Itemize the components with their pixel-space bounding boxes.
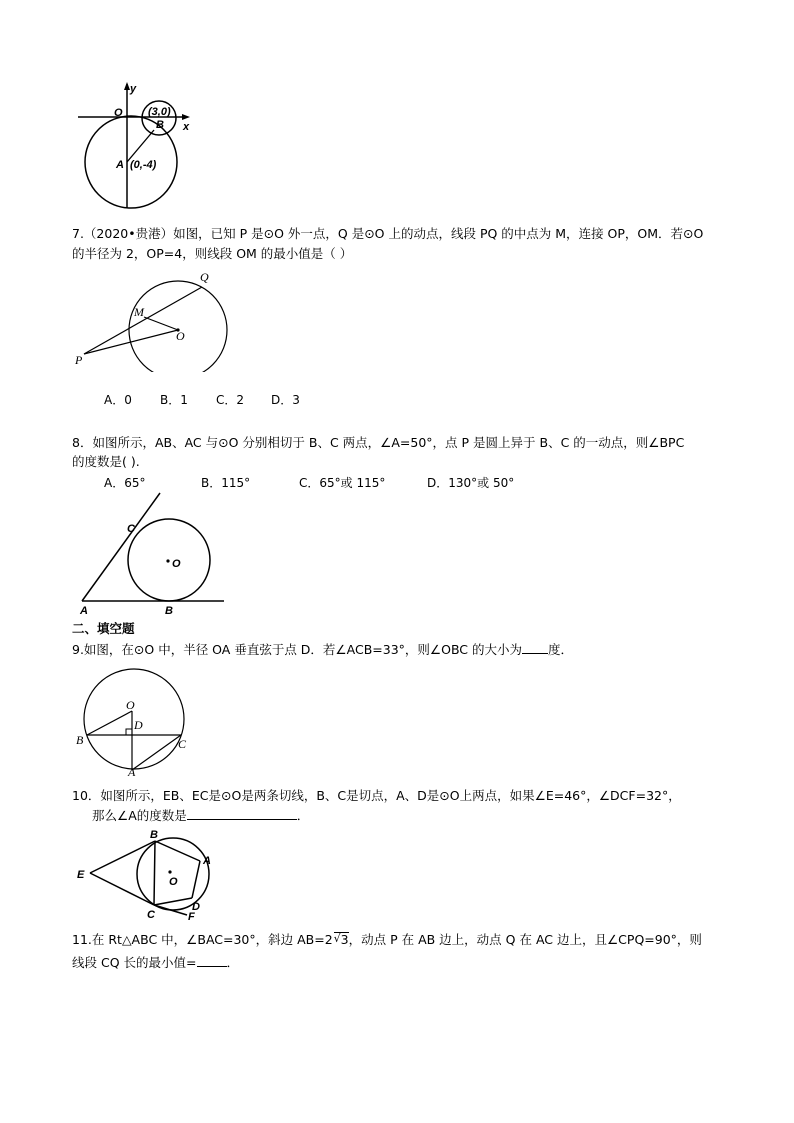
q9-label-O: O: [126, 698, 135, 712]
q10-label-A: A: [203, 855, 211, 867]
q11-answer-blank[interactable]: [197, 954, 227, 967]
q10-text-after: ．: [296, 808, 310, 823]
q6-figure: [72, 82, 202, 210]
q10-label-C: C: [147, 909, 155, 921]
q10-label-B: B: [150, 829, 158, 841]
q10-label-F: F: [188, 911, 195, 922]
fig6-label-B: B: [156, 119, 164, 131]
q7-option-d: D．3: [271, 393, 300, 407]
q9-label-B: B: [76, 733, 84, 747]
fig6-label-A-coord: (0,-4): [130, 159, 157, 171]
q7-line1: 7.（2020•贵港）如图，已知 P 是⊙O 外一点，Q 是⊙O 上的动点，线段 PQ 的中点为 M，连接 OP，OM．若⊙O: [72, 226, 704, 241]
q10-label-O: O: [169, 876, 178, 888]
q11-text-before: 11.在 Rt△ABC 中，∠BAC=30°，斜边 AB=2: [72, 932, 333, 947]
q8-label-B: B: [165, 605, 173, 616]
q9-label-C: C: [178, 737, 187, 751]
q8-label-A: A: [80, 605, 88, 616]
q11-line2-after: ．: [226, 955, 240, 970]
q8-option-c: C．65°或 115°: [299, 476, 386, 490]
q7-option-b: B．1: [160, 393, 188, 407]
fig6-label-origin: O: [114, 107, 123, 119]
q7-line2: 的半径为 2，OP=4，则线段 OM 的最小值是（ ）: [72, 246, 353, 261]
q8-line1: 8．如图所示，AB、AC 与⊙O 分别相切于 B、C 两点，∠A=50°，点 P 是圆上异于 B、C 的一动点，则∠BPC: [72, 435, 685, 450]
q11-sqrt-value: 3: [340, 932, 349, 947]
fig6-label-30: (3,0): [148, 106, 171, 118]
q10-line2: [92, 806, 309, 825]
fig6-label-x: x: [183, 121, 190, 133]
q10-answer-blank[interactable]: [187, 807, 297, 820]
q7-option-c: C．2: [216, 393, 245, 407]
q8-label-O: O: [172, 558, 181, 570]
q11-sqrt: [334, 932, 349, 947]
fig6-label-A: A: [116, 159, 124, 171]
q10-label-E: E: [77, 869, 85, 881]
q9-figure: [72, 664, 197, 778]
q7-label-Q: Q: [200, 270, 209, 284]
q9-text-before: 9.如图，在⊙O 中，半径 OA 垂直弦于点 D．若∠ACB=33°，则∠OBC 的大小为: [72, 642, 523, 657]
fig6-label-y: y: [130, 83, 137, 95]
section-title-fill-blank: 二、填空题: [72, 621, 135, 636]
q11-line2-before: 线段 CQ 长的最小值=: [72, 955, 197, 970]
q10-line1: 10．如图所示，EB、EC是⊙O是两条切线，B、C是切点，A、D是⊙O上两点，如果∠E=46°，∠DCF=32°，: [72, 788, 681, 803]
q10-figure: [72, 828, 222, 922]
q9-answer-blank[interactable]: [522, 641, 548, 654]
q7-label-P: P: [75, 353, 83, 367]
q11-line1: [72, 930, 702, 949]
q7-label-O: O: [176, 329, 185, 343]
q11-line2: [72, 953, 239, 972]
q9-text-after: 度．: [548, 642, 574, 657]
q9-label-D: D: [134, 718, 143, 732]
q9-line1: [72, 640, 573, 659]
q8-option-b: B．115°: [201, 476, 251, 490]
q7-option-a: A．0: [104, 393, 132, 407]
q9-label-A: A: [128, 765, 136, 778]
q11-text-after: ，动点 P 在 AB 边上，动点 Q 在 AC 边上，且∠CPQ=90°，则: [348, 932, 702, 947]
q7-figure: [72, 268, 237, 372]
q8-figure: [72, 490, 232, 616]
q11-radical-sign: √: [333, 932, 341, 945]
q8-label-C: C: [127, 523, 135, 535]
q8-option-a: A．65°: [104, 476, 146, 490]
q8-line2: 的度数是( ).: [72, 454, 140, 469]
q10-text-before: 那么∠A的度数是: [92, 808, 187, 823]
q7-label-M: M: [134, 305, 144, 319]
q10-label-D: D: [192, 901, 200, 913]
q8-option-d: D．130°或 50°: [427, 476, 515, 490]
